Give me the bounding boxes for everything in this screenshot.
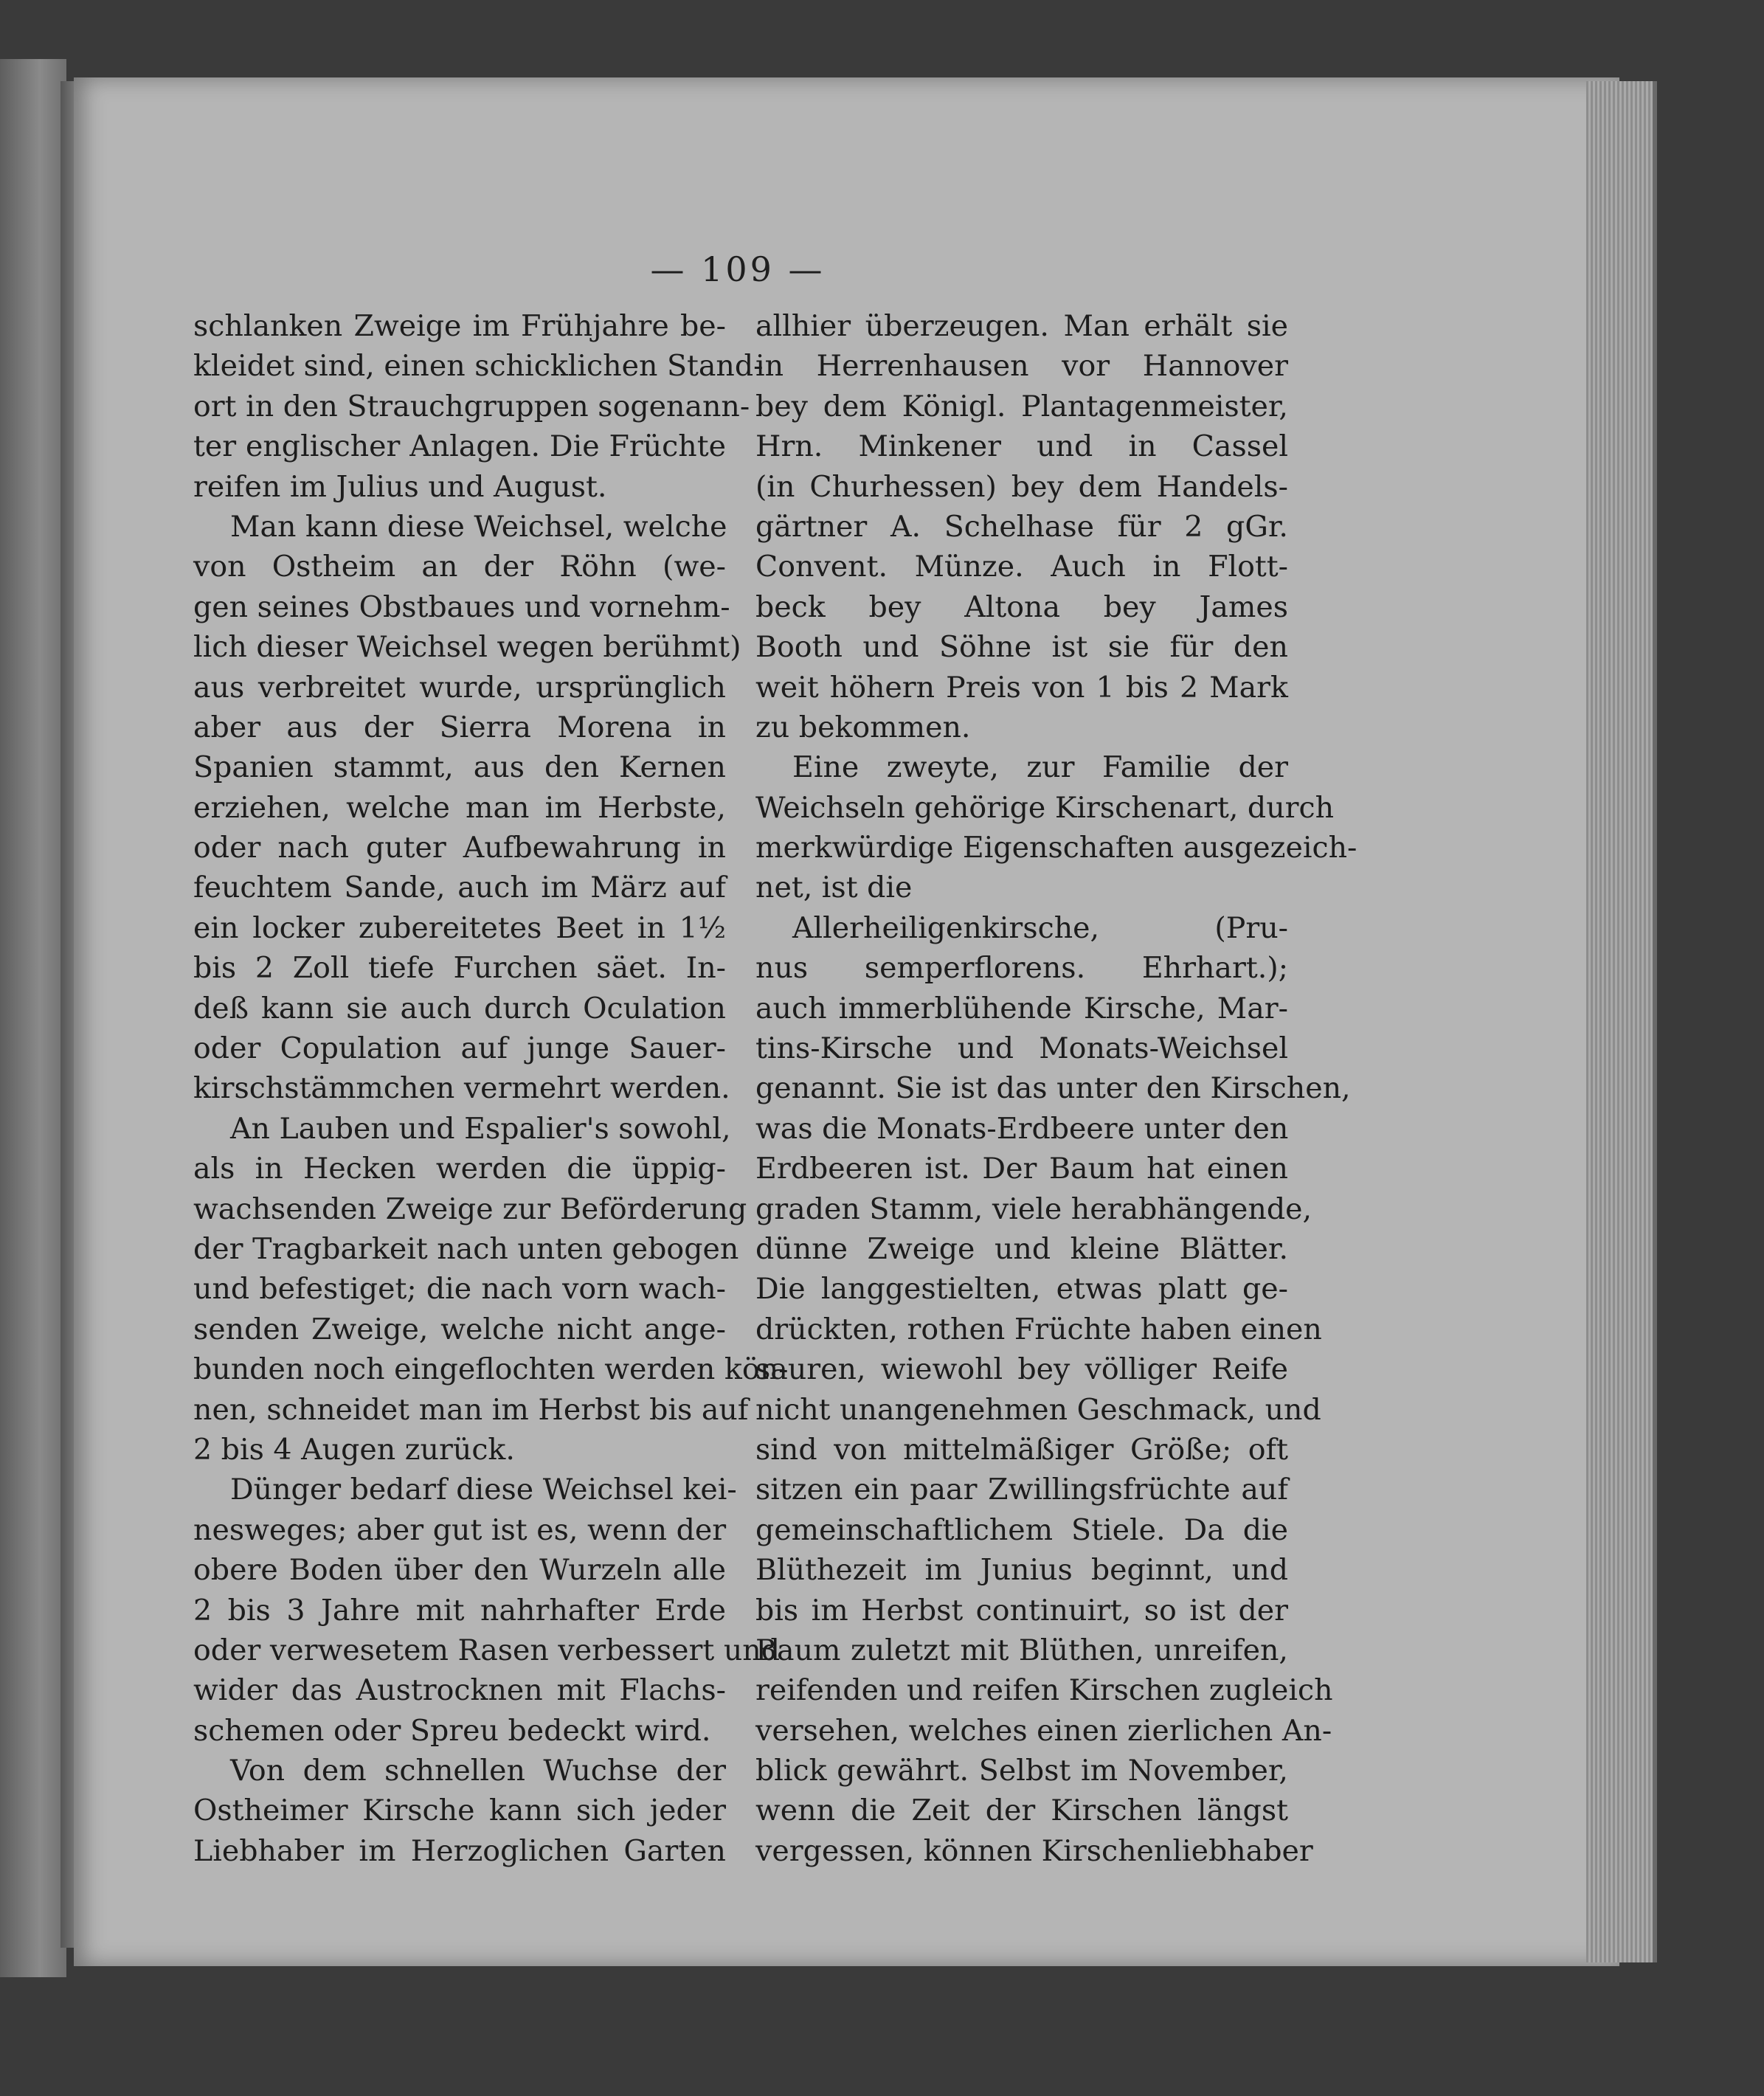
- text-line: blick gewährt. Selbst im November,: [755, 1754, 1288, 1788]
- page-stack-edge: [1586, 81, 1657, 1962]
- text-line: ter englischer Anlagen. Die Früchte: [193, 429, 726, 464]
- text-line: 2 bis 3 Jahre mit nahrhafter Erde: [193, 1593, 726, 1628]
- text-line: Hrn. Minkener und in Cassel: [755, 429, 1288, 464]
- text-line: (in Churhessen) bey dem Handels-: [755, 469, 1288, 504]
- text-line: nen, schneidet man im Herbst bis auf: [193, 1392, 749, 1427]
- text-line: net, ist die: [755, 871, 913, 905]
- text-line: reifenden und reifen Kirschen zugleich: [755, 1673, 1333, 1708]
- text-line: Spanien stammt, aus den Kernen: [193, 750, 726, 785]
- text-line: oder verwesetem Rasen verbessert und: [193, 1633, 781, 1667]
- text-line: merkwürdige Eigenschaften ausgezeich-: [755, 831, 1357, 865]
- text-line: beck bey Altona bey James: [755, 589, 1288, 624]
- text-line: 2 bis 4 Augen zurück.: [193, 1432, 515, 1467]
- text-line: schlanken Zweige im Frühjahre be-: [193, 309, 726, 343]
- text-line: in Herrenhausen vor Hannover: [755, 349, 1288, 384]
- text-line: sind von mittelmäßiger Größe; oft: [755, 1432, 1288, 1467]
- right-text-column: [755, 306, 1357, 1871]
- text-line: wachsenden Zweige zur Beförderung: [193, 1191, 747, 1226]
- text-line: ein locker zubereitetes Beet in 1½: [193, 910, 726, 945]
- text-line: schemen oder Spreu bedeckt wird.: [193, 1713, 711, 1748]
- text-line: Erdbeeren ist. Der Baum hat einen: [755, 1152, 1288, 1186]
- text-line: der Tragbarkeit nach unten gebogen: [193, 1231, 739, 1266]
- text-line: gärtner A. Schelhase für 2 gGr.: [755, 509, 1288, 544]
- text-line: kleidet sind, einen schicklichen Stand-: [193, 349, 764, 384]
- text-line: Booth und Söhne ist sie für den: [755, 630, 1288, 665]
- text-line: Allerheiligenkirsche, (Pru-: [792, 910, 1288, 945]
- text-line: tins-Kirsche und Monats-Weichsel: [755, 1031, 1288, 1066]
- page-number: — 109 —: [650, 249, 826, 289]
- left-text-column: [193, 306, 789, 1871]
- text-line: zu bekommen.: [755, 710, 971, 744]
- text-line: nesweges; aber gut ist es, wenn der: [193, 1512, 727, 1547]
- text-line: kirschstämmchen vermehrt werden.: [193, 1071, 730, 1106]
- text-line: nicht unangenehmen Geschmack, und: [755, 1392, 1321, 1427]
- text-line: auch immerblühende Kirsche, Mar-: [755, 991, 1288, 1025]
- text-line: ort in den Strauchgruppen sogenann-: [193, 389, 750, 423]
- text-line: bunden noch eingeflochten werden kön-: [193, 1352, 789, 1387]
- left-page-edge: [0, 59, 66, 1977]
- text-line: Von dem schnellen Wuchse der: [230, 1754, 726, 1788]
- text-line: Weichseln gehörige Kirschenart, durch: [755, 790, 1335, 825]
- text-line: nus semperflorens. Ehrhart.);: [755, 951, 1288, 986]
- text-line: bis 2 Zoll tiefe Furchen säet. In-: [193, 951, 726, 986]
- text-line: dünne Zweige und kleine Blätter.: [755, 1231, 1288, 1266]
- text-line: Eine zweyte, zur Familie der: [792, 750, 1288, 785]
- text-line: bey dem Königl. Plantagenmeister,: [755, 389, 1288, 423]
- text-line: Baum zuletzt mit Blüthen, unreifen,: [755, 1633, 1288, 1667]
- text-line: wenn die Zeit der Kirschen längst: [755, 1794, 1288, 1828]
- text-line: allhier überzeugen. Man erhält sie: [755, 309, 1288, 343]
- text-line: lich dieser Weichsel wegen berühmt): [193, 630, 741, 665]
- text-line: Blüthezeit im Junius beginnt, und: [755, 1553, 1288, 1588]
- text-line: senden Zweige, welche nicht ange-: [193, 1312, 726, 1346]
- text-line: was die Monats-Erdbeere unter den: [755, 1111, 1289, 1146]
- text-line: sitzen ein paar Zwillingsfrüchte auf: [755, 1473, 1288, 1507]
- text-line: wider das Austrocknen mit Flachs-: [193, 1673, 726, 1708]
- text-line: und befestiget; die nach vorn wach-: [193, 1272, 726, 1307]
- text-line: obere Boden über den Wurzeln alle: [193, 1553, 726, 1588]
- text-line: Liebhaber im Herzoglichen Garten: [193, 1833, 726, 1868]
- text-line: deß kann sie auch durch Oculation: [193, 991, 726, 1025]
- text-line: aber aus der Sierra Morena in: [193, 710, 726, 744]
- text-line: aus verbreitet wurde, ursprünglich: [193, 670, 726, 705]
- text-line: Ostheimer Kirsche kann sich jeder: [193, 1794, 726, 1828]
- text-line: gemeinschaftlichem Stiele. Da die: [755, 1512, 1288, 1547]
- text-line: sauren, wiewohl bey völliger Reife: [755, 1352, 1288, 1387]
- text-line: Convent. Münze. Auch in Flott-: [755, 550, 1288, 584]
- text-line: reifen im Julius und August.: [193, 469, 607, 504]
- text-line: Die langgestielten, etwas platt ge-: [755, 1272, 1288, 1307]
- text-line: Man kann diese Weichsel, welche: [230, 509, 727, 544]
- text-line: graden Stamm, viele herabhängende,: [755, 1191, 1312, 1226]
- text-line: oder Copulation auf junge Sauer-: [193, 1031, 726, 1066]
- text-line: An Lauben und Espalier's sowohl,: [230, 1111, 731, 1146]
- text-line: weit höhern Preis von 1 bis 2 Mark: [755, 670, 1288, 705]
- text-line: bis im Herbst continuirt, so ist der: [755, 1593, 1288, 1628]
- text-line: erziehen, welche man im Herbste,: [193, 790, 726, 825]
- text-line: genannt. Sie ist das unter den Kirschen,: [755, 1071, 1351, 1106]
- text-line: versehen, welches einen zierlichen An-: [755, 1713, 1332, 1748]
- text-line: drückten, rothen Früchte haben einen: [755, 1312, 1322, 1346]
- text-line: gen seines Obstbaues und vornehm-: [193, 589, 730, 624]
- text-line: Dünger bedarf diese Weichsel kei-: [230, 1473, 737, 1507]
- text-line: von Ostheim an der Röhn (we-: [193, 550, 726, 584]
- text-line: vergessen, können Kirschenliebhaber: [755, 1833, 1313, 1868]
- text-line: oder nach guter Aufbewahrung in: [193, 831, 726, 865]
- text-line: feuchtem Sande, auch im März auf: [193, 871, 726, 905]
- text-line: als in Hecken werden die üppig-: [193, 1152, 726, 1186]
